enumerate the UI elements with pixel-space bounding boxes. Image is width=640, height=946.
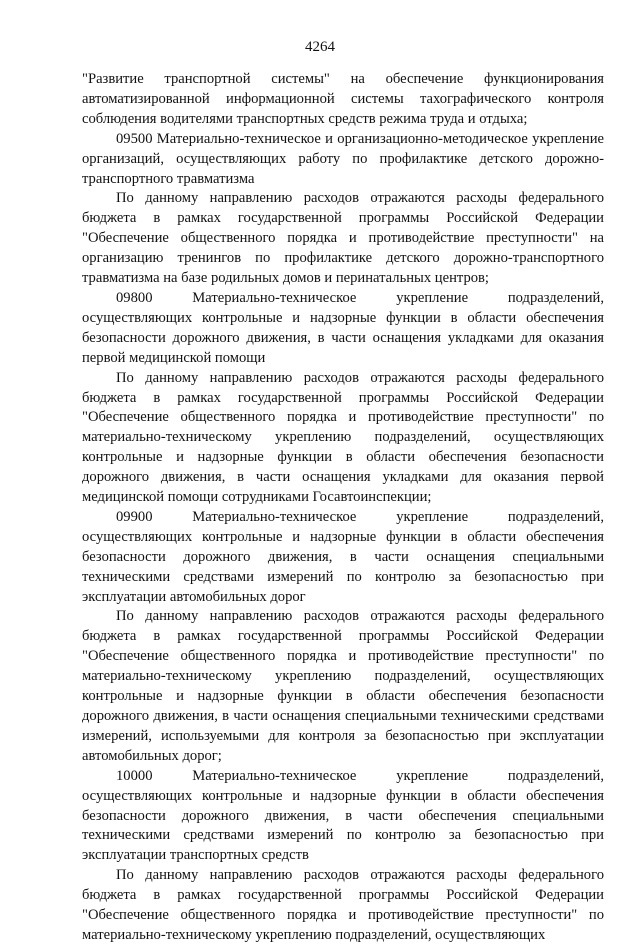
- paragraph-code-09500: 09500 Материально-техническое и организационно-методическое укрепление организаций, осуществляющих работу по профилактике детского дорожно-транспортного травматизма: [82, 130, 604, 187]
- page-number: 4264: [305, 39, 335, 55]
- paragraph-code-09800: 09800 Материально-техническое укрепление подразделений, осуществляющих контрольные и надзорные функции в области обеспечения безопасности дорожного движения, в части оснащения укладками для оказания первой медицинской помощи: [82, 289, 604, 366]
- paragraph-continuation: "Развитие транспортной системы" на обеспечение функционирования автоматизированной информационной системы тахографического контроля соблюдения водителями транспортных средств режима труда и отдыха;: [82, 71, 604, 127]
- document-body: [82, 70, 604, 946]
- paragraph-description: По данному направлению расходов отражаются расходы федерального бюджета в рамках государственной программы Российской Федерации "Обеспечение общественного порядка и противодействие преступности" по материально-техническому укреплению подразделений, осуществляющих контрольные и надзорные функции в области обеспечения безопасности дорожного движения, в части оснащения специальными техническими средствами измерений, используемыми для контроля за безопасностью при эксплуатации автомобильных дорог;: [82, 608, 604, 764]
- paragraph-description: По данному направлению расходов отражаются расходы федерального бюджета в рамках государственной программы Российской Федерации "Обеспечение общественного порядка и противодействие преступности" по материально-техническому укреплению подразделений, осуществляющих: [82, 867, 604, 943]
- paragraph-description: По данному направлению расходов отражаются расходы федерального бюджета в рамках государственной программы Российской Федерации "Обеспечение общественного порядка и противодействие преступности" на организацию тренингов по профилактике детского дорожно-транспортного травматизма на базе родильных домов и перинатальных центров;: [82, 190, 604, 287]
- paragraph-code-09900: 09900 Материально-техническое укрепление подразделений, осуществляющих контрольные и надзорные функции в области обеспечения безопасности дорожного движения, в части оснащения специальными техническими средствами измерений по контролю за безопасностью при эксплуатации автомобильных дорог: [82, 508, 604, 605]
- paragraph-description: По данному направлению расходов отражаются расходы федерального бюджета в рамках государственной программы Российской Федерации "Обеспечение общественного порядка и противодействие преступности" по материально-техническому укреплению подразделений, осуществляющих контрольные и надзорные функции в области обеспечения безопасности дорожного движения, в части оснащения укладками для оказания первой медицинской помощи сотрудниками Госавтоинспекции;: [82, 369, 604, 506]
- paragraph-code-10000: 10000 Материально-техническое укрепление подразделений, осуществляющих контрольные и надзорные функции в области обеспечения безопасности дорожного движения, в части обеспечения специальными техническими средствами измерений по контролю за безопасностью при эксплуатации транспортных средств: [82, 767, 604, 864]
